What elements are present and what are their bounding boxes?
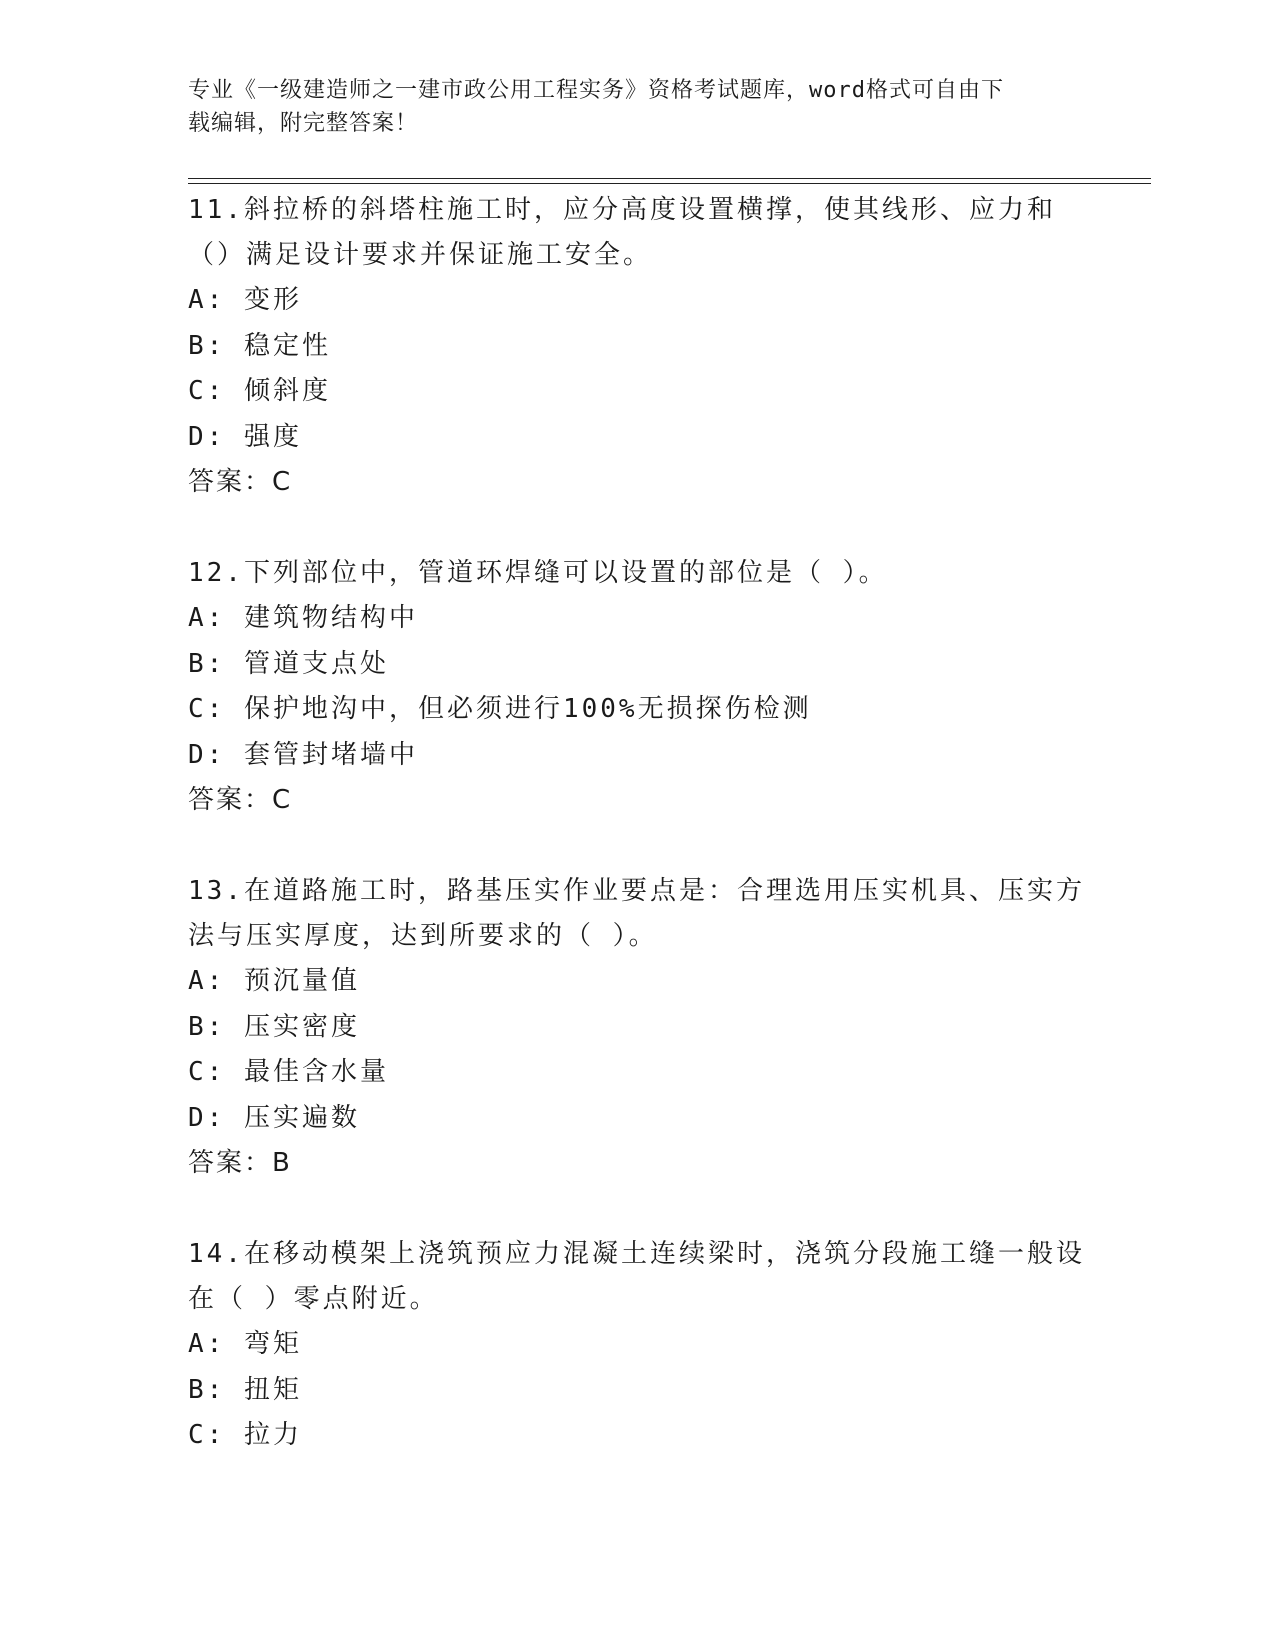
question-13 [188, 869, 1088, 1187]
answer-line: 答案：C [188, 467, 293, 497]
option-c: C: 最佳含水量 [188, 1057, 389, 1087]
question-14 [188, 1232, 1088, 1459]
question-stem: 13.在道路施工时，路基压实作业要点是：合理选用压实机具、压实方法与压实厚度，达到所要求的（ ）。 [188, 876, 1085, 951]
header-divider-top [188, 178, 1151, 179]
option-c: C: 保护地沟中，但必须进行100%无损探伤检测 [188, 694, 812, 724]
answer-line: 答案：C [188, 785, 293, 815]
option-d: D: 套管封堵墙中 [188, 739, 418, 770]
question-12 [188, 551, 1088, 824]
question-stem: 12.下列部位中，管道环焊缝可以设置的部位是（ ）。 [188, 558, 888, 588]
option-a: A: 变形 [188, 285, 302, 315]
option-c: C: 倾斜度 [188, 376, 331, 406]
option-b: B: 压实密度 [188, 1011, 360, 1042]
option-b: B: 扭矩 [188, 1374, 302, 1405]
option-c: C: 拉力 [188, 1420, 302, 1450]
option-d: D: 压实遍数 [188, 1102, 360, 1133]
option-b: B: 管道支点处 [188, 648, 389, 679]
question-stem: 14.在移动模架上浇筑预应力混凝土连续梁时，浇筑分段施工缝一般设在（ ）零点附近。 [188, 1239, 1085, 1314]
option-a: A: 建筑物结构中 [188, 603, 418, 633]
header-divider-bottom [188, 183, 1151, 184]
option-d: D: 强度 [188, 421, 302, 452]
question-stem: 11.斜拉桥的斜塔柱施工时，应分高度设置横撑，使其线形、应力和（）满足设计要求并保证施工安全。 [188, 195, 1056, 270]
header-line-2: 载编辑，附完整答案！ [188, 111, 419, 136]
option-a: A: 弯矩 [188, 1329, 302, 1359]
answer-line: 答案：B [188, 1148, 292, 1178]
document-header [188, 74, 1088, 140]
option-a: A: 预沉量值 [188, 966, 360, 996]
question-11 [188, 188, 1088, 506]
header-line-1: 专业《一级建造师之一建市政公用工程实务》资格考试题库，word格式可自由下 [188, 78, 1004, 103]
option-b: B: 稳定性 [188, 330, 331, 361]
